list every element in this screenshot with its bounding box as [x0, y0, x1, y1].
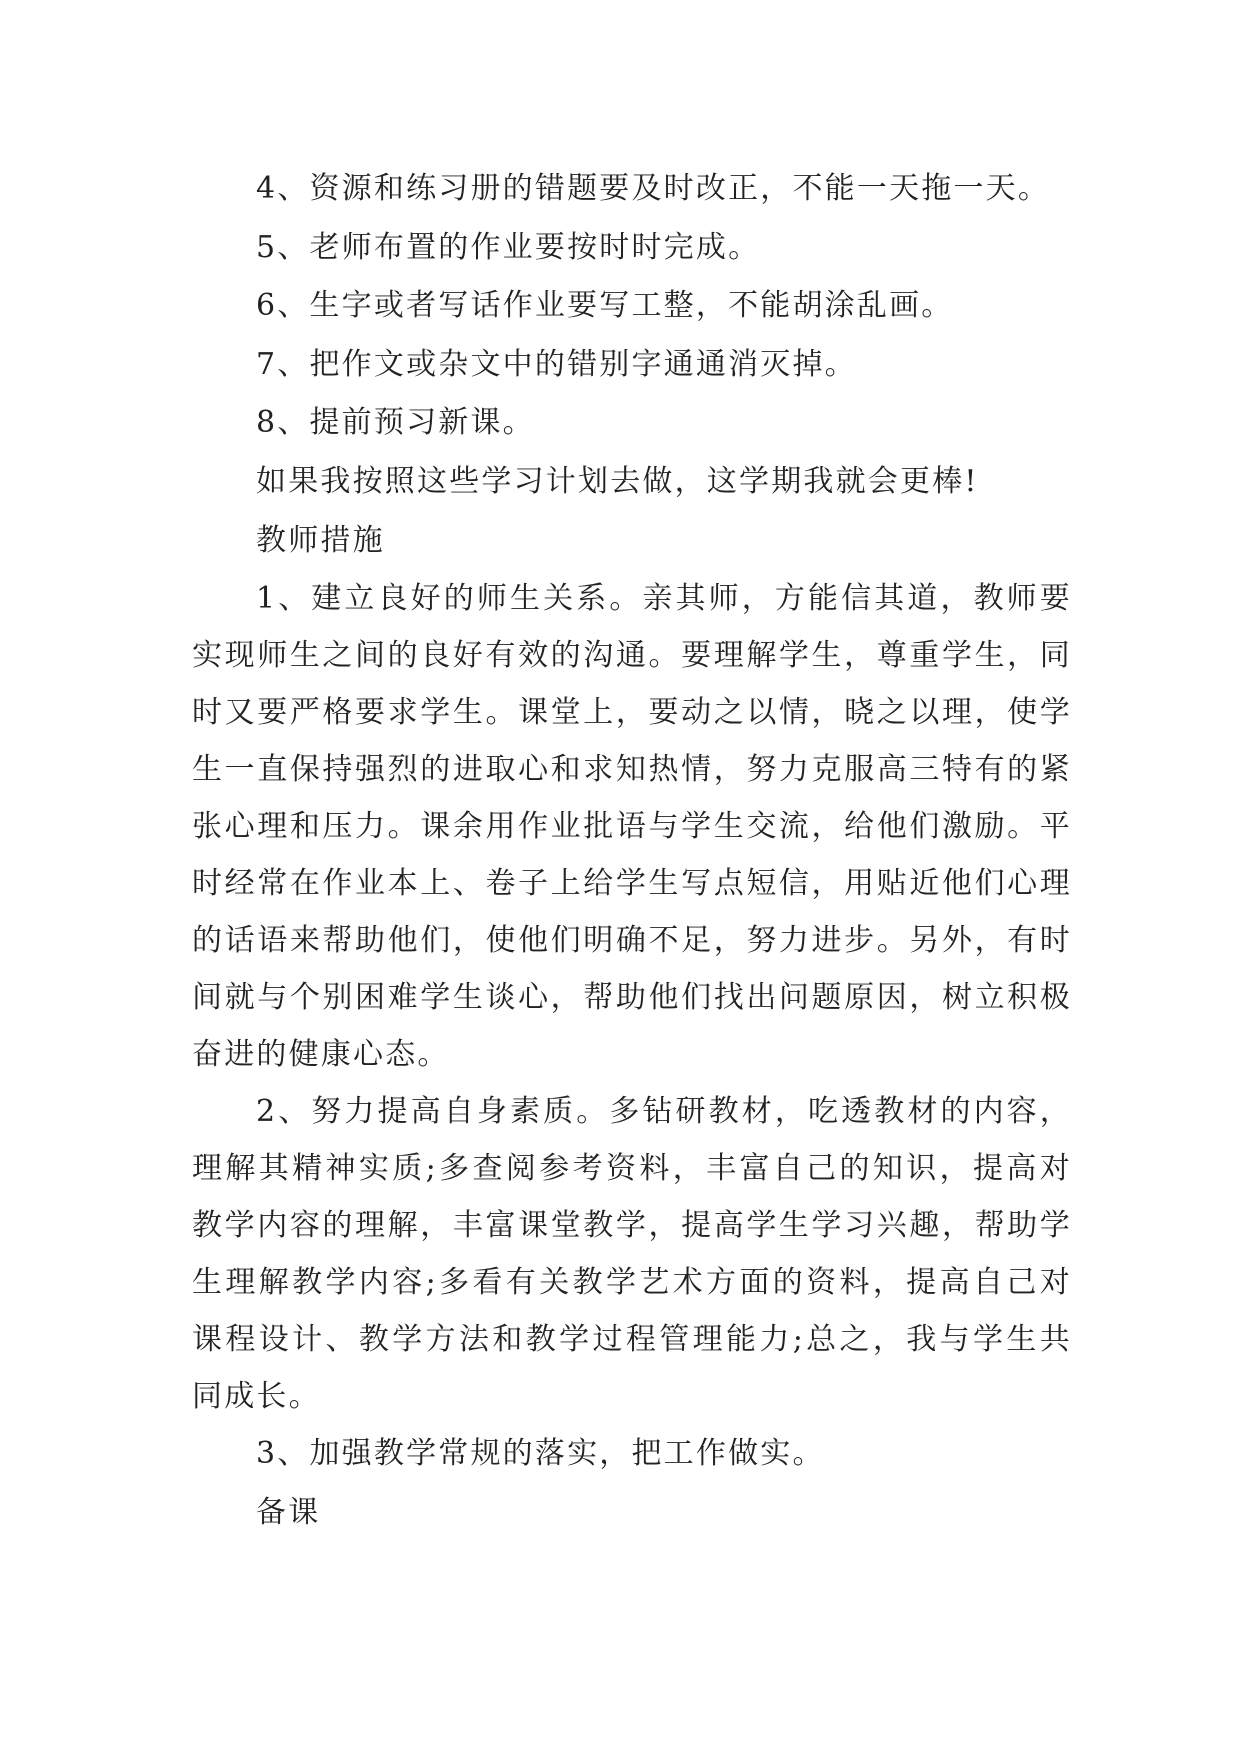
section-heading-teacher-measures: 教师措施: [256, 522, 385, 558]
list-item-teaching-routine: 3、加强教学常规的落实，把工作做实。: [256, 1436, 825, 1472]
paragraph-teacher-student-relationship: 1、建立良好的师生关系。亲其师，方能信其道，教师要实现师生之间的良好有效的沟通。要理解学生，尊重学生，同时又要严格要求学生。课堂上，要动之以情，晓之以理，使学生一直保持强烈的进取心和求知热情，努力克服高三特有的紧张心理和压力。课余用作业批语与学生交流，给他们激励。平时经常在作业本上、卷子上给学生写点短信，用贴近他们心理的话语来帮助他们，使他们明确不足，努力进步。另外，有时间就与个别困难学生谈心，帮助他们找出问题原因，树立积极奋进的健康心态。: [192, 581, 1072, 1073]
list-item: 7、把作文或杂文中的错别字通通消灭掉。: [256, 346, 857, 382]
list-item: 4、资源和练习册的错题要及时改正，不能一天拖一天。: [256, 171, 1051, 206]
list-item: 8、提前预习新课。: [256, 405, 535, 441]
section-heading-lesson-prep: 备课: [256, 1494, 321, 1530]
list-item: 5、老师布置的作业要按时时完成。: [256, 229, 761, 265]
closing-sentence: 如果我按照这些学习计划去做，这学期我就会更棒!: [256, 463, 979, 499]
paragraph-self-improvement: 2、努力提高自身素质。多钻研教材，吃透教材的内容，理解其精神实质;多查阅参考资料，丰富自己的知识，提高对教学内容的理解，丰富课堂教学，提高学生学习兴趣，帮助学生理解教学内容;多看有关教学艺术方面的资料，提高自己对课程设计、教学方法和教学过程管理能力;总之，我与学生共同成长。: [192, 1094, 1072, 1415]
list-item: 6、生字或者写话作业要写工整，不能胡涂乱画。: [256, 288, 954, 324]
document-body: [192, 160, 1072, 1542]
